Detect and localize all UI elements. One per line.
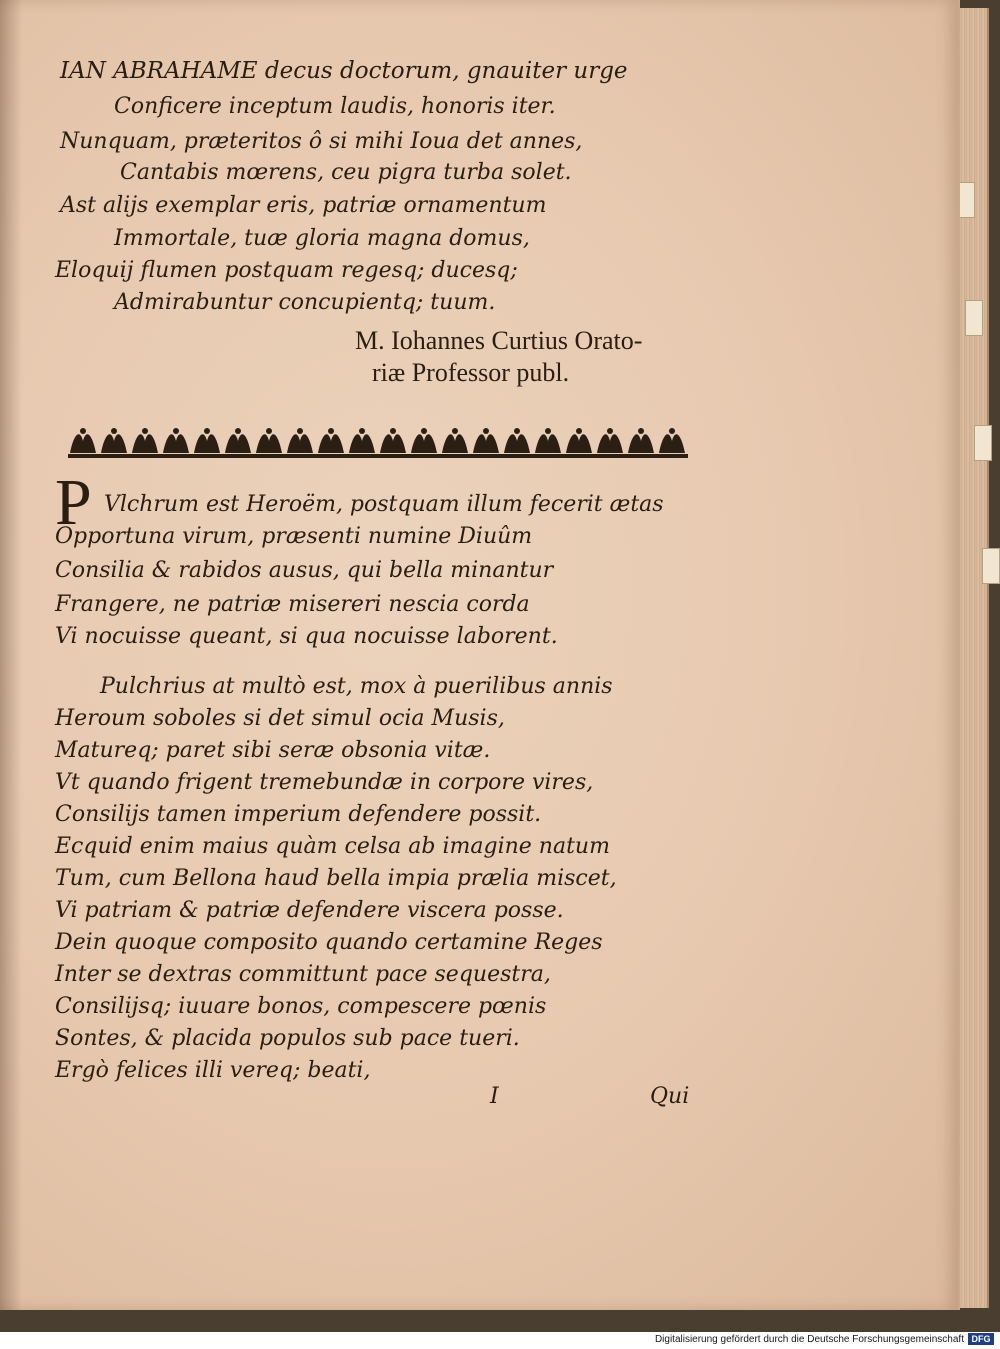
- ornament-motif: [163, 434, 189, 453]
- poem2-line: Frangere, ne patriæ misereri nescia corda: [55, 592, 530, 617]
- ornament-motif: [225, 434, 251, 453]
- poem2-line: Ergò felices illi vereq; beati,: [55, 1058, 371, 1083]
- ornament-motif: [256, 434, 282, 453]
- page-tab: [974, 425, 992, 461]
- poem2-line: Consilijs tamen imperium defendere possit.: [55, 802, 542, 827]
- poem2-line: Tum, cum Bellona haud bella impia prælia miscet,: [55, 866, 617, 891]
- ornament-dot: [297, 428, 303, 434]
- ornament-dot: [576, 428, 582, 434]
- ornament-dot: [483, 428, 489, 434]
- ornament-dot: [421, 428, 427, 434]
- poem2-line: Sontes, & placida populos sub pace tueri.: [55, 1026, 520, 1051]
- digitization-credit: Digitalisierung gefördert durch die Deutsche Forschungsgemeinschaft: [654, 1334, 964, 1345]
- ornament-dot: [142, 428, 148, 434]
- ornament-motif: [349, 434, 375, 453]
- ornament-motif: [411, 434, 437, 453]
- ornament-dot: [80, 428, 86, 434]
- poem1-line: Nunquam, præteritos ô si mihi Ioua det annes,: [60, 129, 583, 154]
- ornament-motif: [535, 434, 561, 453]
- ornament-band: [68, 423, 688, 461]
- ornament-motif: [318, 434, 344, 453]
- dfg-logo: DFG: [968, 1333, 994, 1345]
- ornament-motif: [442, 434, 468, 453]
- ornament-dot: [328, 428, 334, 434]
- author-line: riæ Professor publ.: [372, 358, 570, 387]
- ornament-motif: [628, 434, 654, 453]
- poem1-line: Admirabuntur concupientq; tuum.: [114, 290, 496, 315]
- ornament-motif: [380, 434, 406, 453]
- ornament-dot: [545, 428, 551, 434]
- poem2-line: Heroum soboles si det simul ocia Musis,: [55, 706, 505, 731]
- poem2-line: Vt quando frigent tremebundæ in corpore vires,: [55, 770, 594, 795]
- catchword: Qui: [650, 1084, 690, 1109]
- spine-shadow: [0, 0, 22, 1310]
- poem2-line: Vi patriam & patriæ defendere viscera posse.: [55, 898, 564, 923]
- ornament-motif: [659, 434, 685, 453]
- ornament-dot: [235, 428, 241, 434]
- ornament-dot: [452, 428, 458, 434]
- ornament-baseline: [68, 454, 688, 458]
- poem2-line: Matureq; paret sibi seræ obsonia vitæ.: [55, 738, 491, 763]
- poem2-line: Dein quoque composito quando certamine Reges: [55, 930, 603, 955]
- ornament-motif: [566, 434, 592, 453]
- ornament-motif: [101, 434, 127, 453]
- poem2-line: Consilia & rabidos ausus, qui bella minantur: [55, 558, 554, 583]
- poem1-line: Ast alijs exemplar eris, patriæ ornamentum: [60, 193, 547, 218]
- ornament-motif: [194, 434, 220, 453]
- drop-cap: P: [55, 466, 92, 539]
- ornament-motif: [70, 434, 96, 453]
- page-tab: [965, 300, 983, 336]
- ornament-motif: [504, 434, 530, 453]
- poem1-line: Immortale, tuæ gloria magna domus,: [114, 226, 530, 251]
- poem2-first-line: Vlchrum est Heroëm, postquam illum fecerit ætas: [104, 492, 664, 517]
- ornament-motif: [597, 434, 623, 453]
- signature-mark: I: [490, 1084, 499, 1109]
- ornament-dot: [390, 428, 396, 434]
- ornament-dot: [173, 428, 179, 434]
- ornament-dot: [204, 428, 210, 434]
- poem1-line: Eloquij flumen postquam regesq; ducesq;: [55, 258, 518, 283]
- ornament-dot: [514, 428, 520, 434]
- poem2-line: Pulchrius at multò est, mox à puerilibus annis: [100, 674, 613, 699]
- poem1-line: Conficere inceptum laudis, honoris iter.: [114, 94, 556, 119]
- ornament-dot: [266, 428, 272, 434]
- ornament-motif: [473, 434, 499, 453]
- ornament-motif: [132, 434, 158, 453]
- poem2-line: Opportuna virum, præsenti numine Diuûm: [55, 524, 533, 549]
- poem2-line: Vi nocuisse queant, si qua nocuisse laborent.: [55, 624, 558, 649]
- ornament-dot: [607, 428, 613, 434]
- ornament-dot: [359, 428, 365, 434]
- ornament-dot: [638, 428, 644, 434]
- ornament-motif: [287, 434, 313, 453]
- poem2-line: Inter se dextras committunt pace sequestra,: [55, 962, 551, 987]
- poem1-line: Cantabis mœrens, ceu pigra turba solet.: [120, 160, 572, 185]
- poem1-line: IAN ABRAHAME decus doctorum, gnauiter urge: [60, 58, 628, 84]
- page-tab: [982, 548, 1000, 584]
- poem2-line: Ecquid enim maius quàm celsa ab imagine natum: [55, 834, 610, 859]
- author-line: M. Iohannes Curtius Orato-: [355, 326, 643, 355]
- ornament-dot: [111, 428, 117, 434]
- ornament-dot: [669, 428, 675, 434]
- poem2-line: Consilijsq; iuuare bonos, compescere pœnis: [55, 994, 547, 1019]
